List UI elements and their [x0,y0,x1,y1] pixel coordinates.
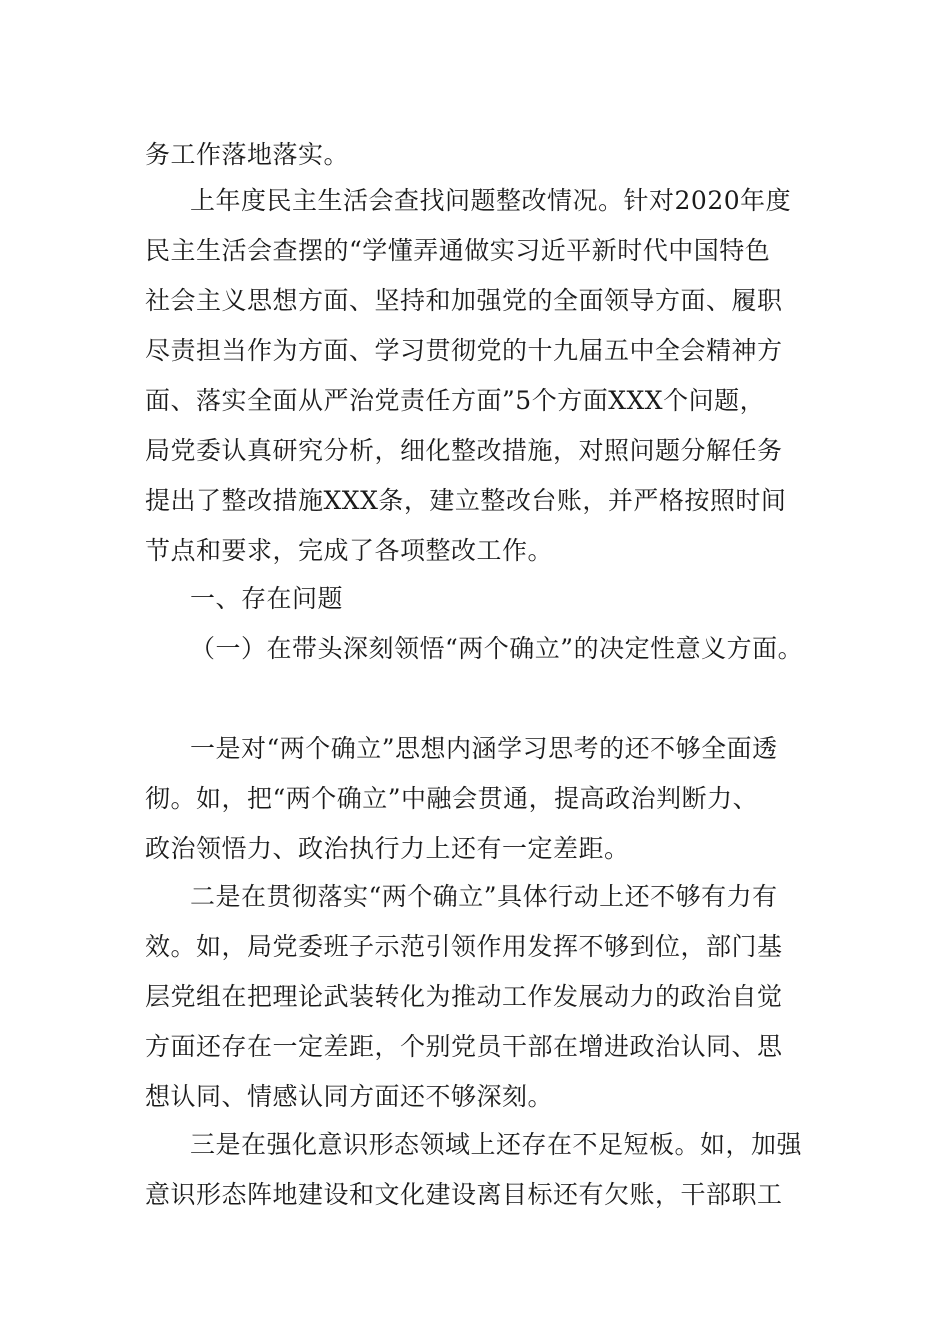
paragraph-item-2-start: 二是在贯彻落实“两个确立”具体行动上还不够有力有 [190,882,778,911]
text-line: 效。如，局党委班子示范引领作用发挥不够到位，部门基 [145,932,783,961]
text-line: 社会主义思想方面、坚持和加强党的全面领导方面、履职 [145,286,783,315]
text-line: 民主生活会查摆的“学懂弄通做实习近平新时代中国特色 [145,236,771,265]
text-line: 节点和要求，完成了各项整改工作。 [145,536,554,565]
text-line: 意识形态阵地建设和文化建设离目标还有欠账，干部职工 [145,1180,783,1209]
text-line: 方面还存在一定差距，个别党员干部在增进政治认同、思 [145,1032,783,1061]
paragraph-item-3-start: 三是在强化意识形态领域上还存在不足短板。如，加强 [190,1130,803,1159]
text-line: 彻。如，把“两个确立”中融会贯通，提高政治判断力、 [145,784,759,813]
text-line: 想认同、情感认同方面还不够深刻。 [145,1082,554,1111]
text-line: 局党委认真研究分析，细化整改措施，对照问题分解任务 [145,436,783,465]
text-line-continuation: 务工作落地落实。 [145,140,350,169]
text-line: 面、落实全面从严治党责任方面”5个方面XXX个问题， [145,386,766,415]
text-line: 层党组在把理论武装转化为推动工作发展动力的政治自觉 [145,982,783,1011]
text-line: 政治领悟力、政治执行力上还有一定差距。 [145,834,630,863]
paragraph-item-1-start: 一是对“两个确立”思想内涵学习思考的还不够全面透 [190,734,778,763]
subsection-heading-1: （一）在带头深刻领悟“两个确立”的决定性意义方面。 [190,634,804,663]
section-heading-problems: 一、存在问题 [190,584,344,613]
paragraph-rectification-start: 上年度民主生活会查找问题整改情况。针对2020年度 [190,186,792,215]
text-line: 尽责担当作为方面、学习贯彻党的十九届五中全会精神方 [145,336,783,365]
text-line: 提出了整改措施XXX条，建立整改台账，并严格按照时间 [145,486,787,515]
